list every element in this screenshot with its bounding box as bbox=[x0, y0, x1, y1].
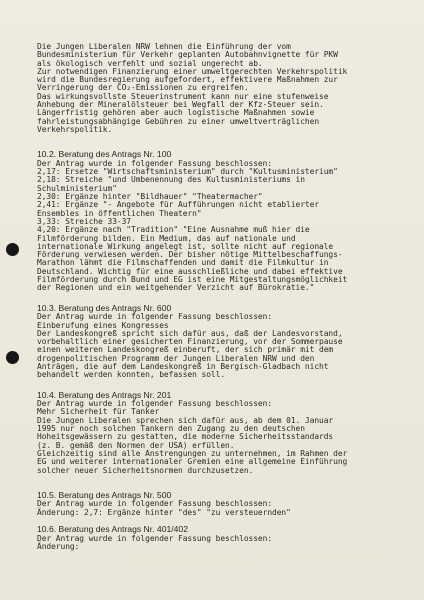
text-line: Der Antrag wurde in folgender Fassung beschlossen: bbox=[37, 399, 273, 409]
text-line: (z. B. gemäß den Normen der USA) erfüllen. bbox=[37, 440, 235, 450]
text-line: solcher neuer Sicherheitsnormen durchzusetzen. bbox=[37, 465, 254, 475]
text-line: Der Antrag wurde in folgender Fassung beschlossen: bbox=[37, 312, 273, 322]
text-line: Mehr Sicherheit für Tanker bbox=[37, 407, 160, 417]
section-heading: 10.2. Beratung des Antrags Nr. 100 bbox=[37, 149, 172, 160]
text-line: Förderung verwiesen werden. Der bisher nötige Mittelbeschaffungs- bbox=[37, 250, 343, 260]
text-line: 2,41: Ergänze "- Angebote für Aufführungen nicht etablierter bbox=[37, 200, 320, 210]
text-line: Zur notwendigen Finanzierung einer umweltgerechten Verkehrspolitik bbox=[37, 66, 348, 76]
text-line: Der Antrag wurde in folgender Fassung beschlossen: bbox=[37, 499, 273, 509]
text-line: Änderung: 2,7: Ergänze hinter "des" "zu versteuernden" bbox=[37, 507, 291, 517]
text-line: Anträgen, die auf dem Landeskongreß in Bergisch-Gladbach nicht bbox=[37, 361, 329, 371]
text-line: EG und weiterer internationaler Gremien eine allgemeine Einführung bbox=[37, 457, 348, 467]
text-line: 1995 nur noch solchen Tankern den Zugang zu den deutschen bbox=[37, 424, 305, 434]
text-line: Anhebung der Mineralölsteuer bei Wegfall der Kfz-Steuer sein. bbox=[37, 100, 324, 110]
text-line: Änderung: bbox=[37, 541, 80, 551]
text-line: 2,17: Ersetze "Wirtschaftsministerium" durch "Kultusministerium" bbox=[37, 167, 338, 177]
text-line: der Regionen und ein weitgehender Verzicht auf Bürokratie." bbox=[37, 283, 315, 293]
text-line: einen weiteren Landeskongreß einberuft, der sich primär mit dem bbox=[37, 345, 334, 355]
text-line: Das wirkungsvollste Steuerinstrument kann nur eine stufenweise bbox=[37, 91, 329, 101]
section-heading: 10.5. Beratung des Antrags Nr. 500 bbox=[37, 489, 172, 500]
section-10-3 bbox=[37, 304, 407, 380]
text-line: Filmförderung bilden. Ein Medium, das auf nationale und bbox=[37, 233, 296, 243]
text-line: Die Jungen Liberalen sprechen sich dafür aus, ab dem 01. Januar bbox=[37, 415, 334, 425]
text-line: drogenpolitischen Programm der Jungen Liberalen NRW und den bbox=[37, 353, 315, 363]
text-line: Schulministerium" bbox=[37, 183, 117, 193]
section-10-5 bbox=[37, 491, 407, 517]
text-line: Der Antrag wurde in folgender Fassung beschlossen: bbox=[37, 533, 273, 543]
text-line: Gleichzeitig sind alle Anstrengungen zu unternehmen, im Rahmen der bbox=[37, 448, 348, 458]
text-line: behandelt werden konnten, befassen soll. bbox=[37, 370, 226, 380]
text-line: 4,20: Ergänze nach "Tradition" "Eine Ausnahme muß hier die bbox=[37, 225, 310, 235]
text-line: Bundesministerium für Verkehr geplanten Autobahnvignette für PKW bbox=[37, 50, 338, 60]
intro-paragraph bbox=[37, 43, 407, 134]
section-10-2 bbox=[37, 150, 407, 292]
text-line: Deutschland. Wichtig für eine ausschließliche und dabei effektive bbox=[37, 266, 343, 276]
text-line: Der Landeskongreß spricht sich dafür aus, daß der Landesvorstand, bbox=[37, 328, 343, 338]
punch-hole-lower bbox=[6, 351, 19, 364]
text-line: Die Jungen Liberalen NRW lehnen die Einführung der vom bbox=[37, 42, 291, 51]
text-line: als ökologisch verfehlt und sozial ungerecht ab. bbox=[37, 58, 263, 68]
text-line: internationale Wirkung angelegt ist, sollte nicht auf regionale bbox=[37, 241, 334, 251]
section-10-4 bbox=[37, 391, 407, 475]
text-line: Marathon lähmt die Filmschaffenden und damit die Filmkultur in bbox=[37, 258, 329, 268]
text-line: Filmförderung durch Bund und EG ist eine Mitgestaltungsmöglichkeit bbox=[37, 275, 348, 285]
text-line: Verkehrspolitik. bbox=[37, 124, 113, 134]
text-line: Einberufung eines Kongresses bbox=[37, 320, 169, 330]
section-heading: 10.3. Beratung des Antrags Nr. 600 bbox=[37, 302, 172, 313]
text-line: 2,30: Ergänze hinter "Bildhauer" "Theatermacher" bbox=[37, 192, 263, 202]
text-line: 3,33: Streiche 33-37 bbox=[37, 216, 132, 226]
section-heading: 10.6. Beratung des Antrags Nr. 401/402 bbox=[37, 524, 188, 535]
text-line: Längerfristig gehören aber auch logistische Maßnahmen sowie bbox=[37, 108, 315, 118]
text-line: fahrleistungsabhängige Gebühren zu einer umweltverträglichen bbox=[37, 116, 320, 126]
text-line: Verringerung der CO₂-Emissionen zu ergreifen. bbox=[37, 83, 249, 93]
text-line: Der Antrag wurde in folgender Fassung beschlossen: bbox=[37, 158, 273, 168]
section-heading: 10.4. Beratung des Antrags Nr. 201 bbox=[37, 389, 172, 400]
text-line: 2,18: Streiche "und Umbenennung des Kultusministeriums in bbox=[37, 175, 305, 185]
text-line: Ensembles in öffentlichen Theatern" bbox=[37, 208, 202, 218]
text-line: vorbehaltlich einer gesicherten Finanzierung, vor der Sommerpause bbox=[37, 337, 343, 347]
document-body bbox=[37, 43, 407, 551]
text-line: wird die Bundesregierung aufgefordert, effektivere Maßnahmen zur bbox=[37, 75, 338, 85]
text-line: Hoheitsgewässern zu gestatten, die moderne Sicherheitsstandards bbox=[37, 432, 334, 442]
section-10-6 bbox=[37, 525, 407, 551]
punch-hole-upper bbox=[6, 243, 19, 256]
